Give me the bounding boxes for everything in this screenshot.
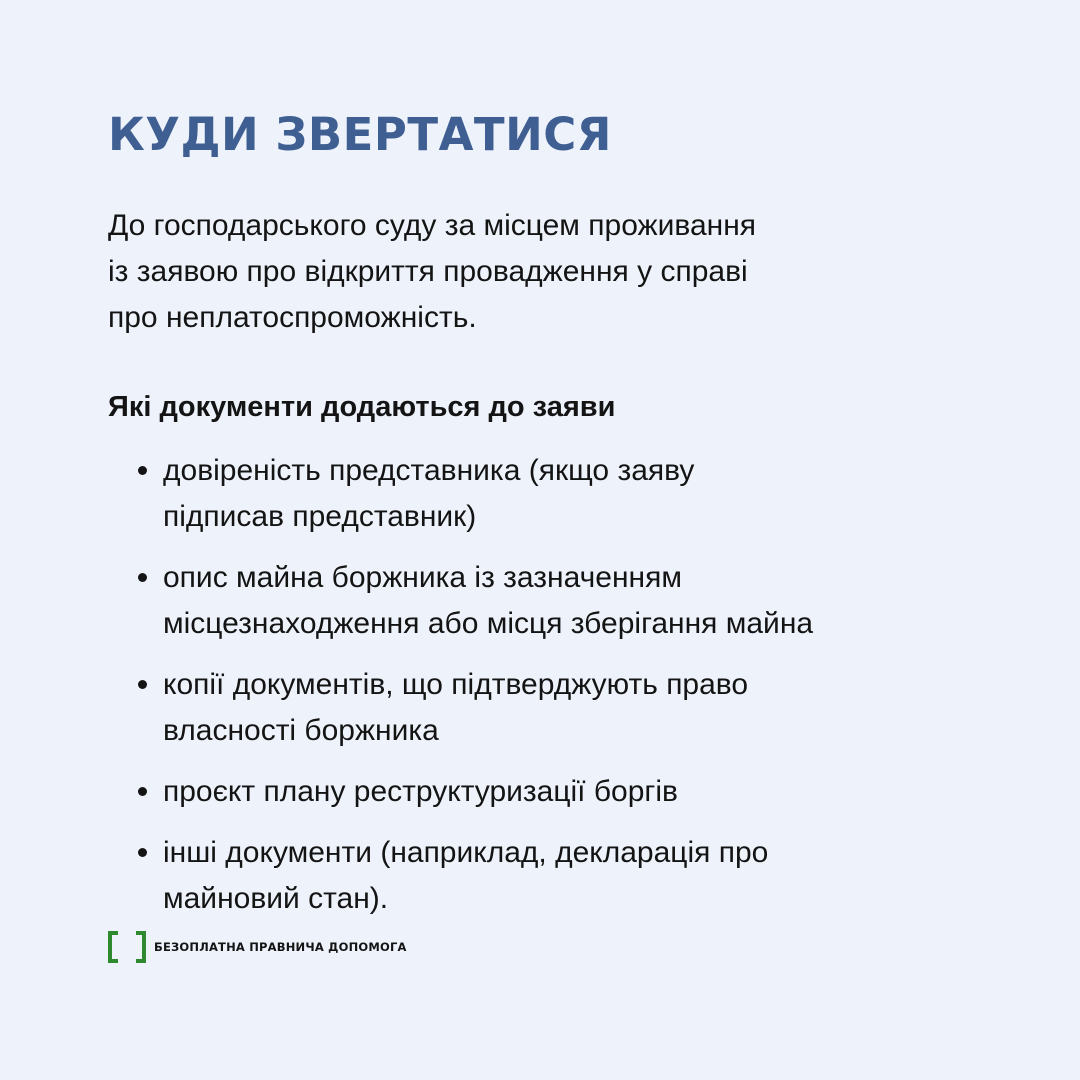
- bracket-logo-icon: [108, 931, 146, 963]
- bullet-icon: [138, 848, 147, 857]
- intro-line: із заявою про відкриття провадження у справі: [108, 255, 748, 288]
- footer-logo: [108, 930, 407, 964]
- list-item-text: опис майна боржника із зазначенням: [163, 561, 682, 594]
- list-item-text: довіреність представника (якщо заяву: [163, 454, 695, 487]
- list-item: [108, 769, 988, 815]
- list-item: [108, 830, 988, 922]
- intro-paragraph: [108, 203, 928, 341]
- left-bracket-icon: [108, 931, 118, 963]
- list-item-text: майновий стан).: [163, 882, 389, 915]
- list-item: [108, 555, 988, 647]
- logo-text: БЕЗОПЛАТНА ПРАВНИЧА ДОПОМОГА: [154, 940, 407, 954]
- intro-line: До господарського суду за місцем проживання: [108, 209, 757, 242]
- list-item: [108, 662, 988, 754]
- list-item: [108, 448, 988, 540]
- bullet-icon: [138, 787, 147, 796]
- list-item-text: власності боржника: [163, 714, 439, 747]
- list-item-text: проєкт плану реструктуризації боргів: [163, 775, 678, 808]
- list-item-text: копії документів, що підтверджують право: [163, 668, 749, 701]
- list-item-text: підписав представник): [163, 500, 477, 533]
- list-item-text: місцезнаходження або місця зберігання майна: [163, 607, 814, 640]
- documents-heading: Які документи додаються до заяви: [108, 391, 616, 423]
- documents-list: [108, 448, 988, 937]
- page-title: КУДИ ЗВЕРТАТИСЯ: [108, 108, 612, 161]
- bullet-icon: [138, 573, 147, 582]
- bullet-icon: [138, 466, 147, 475]
- intro-line: про неплатоспроможність.: [108, 301, 477, 334]
- list-item-text: інші документи (наприклад, декларація про: [163, 836, 769, 869]
- bullet-icon: [138, 680, 147, 689]
- right-bracket-icon: [136, 931, 146, 963]
